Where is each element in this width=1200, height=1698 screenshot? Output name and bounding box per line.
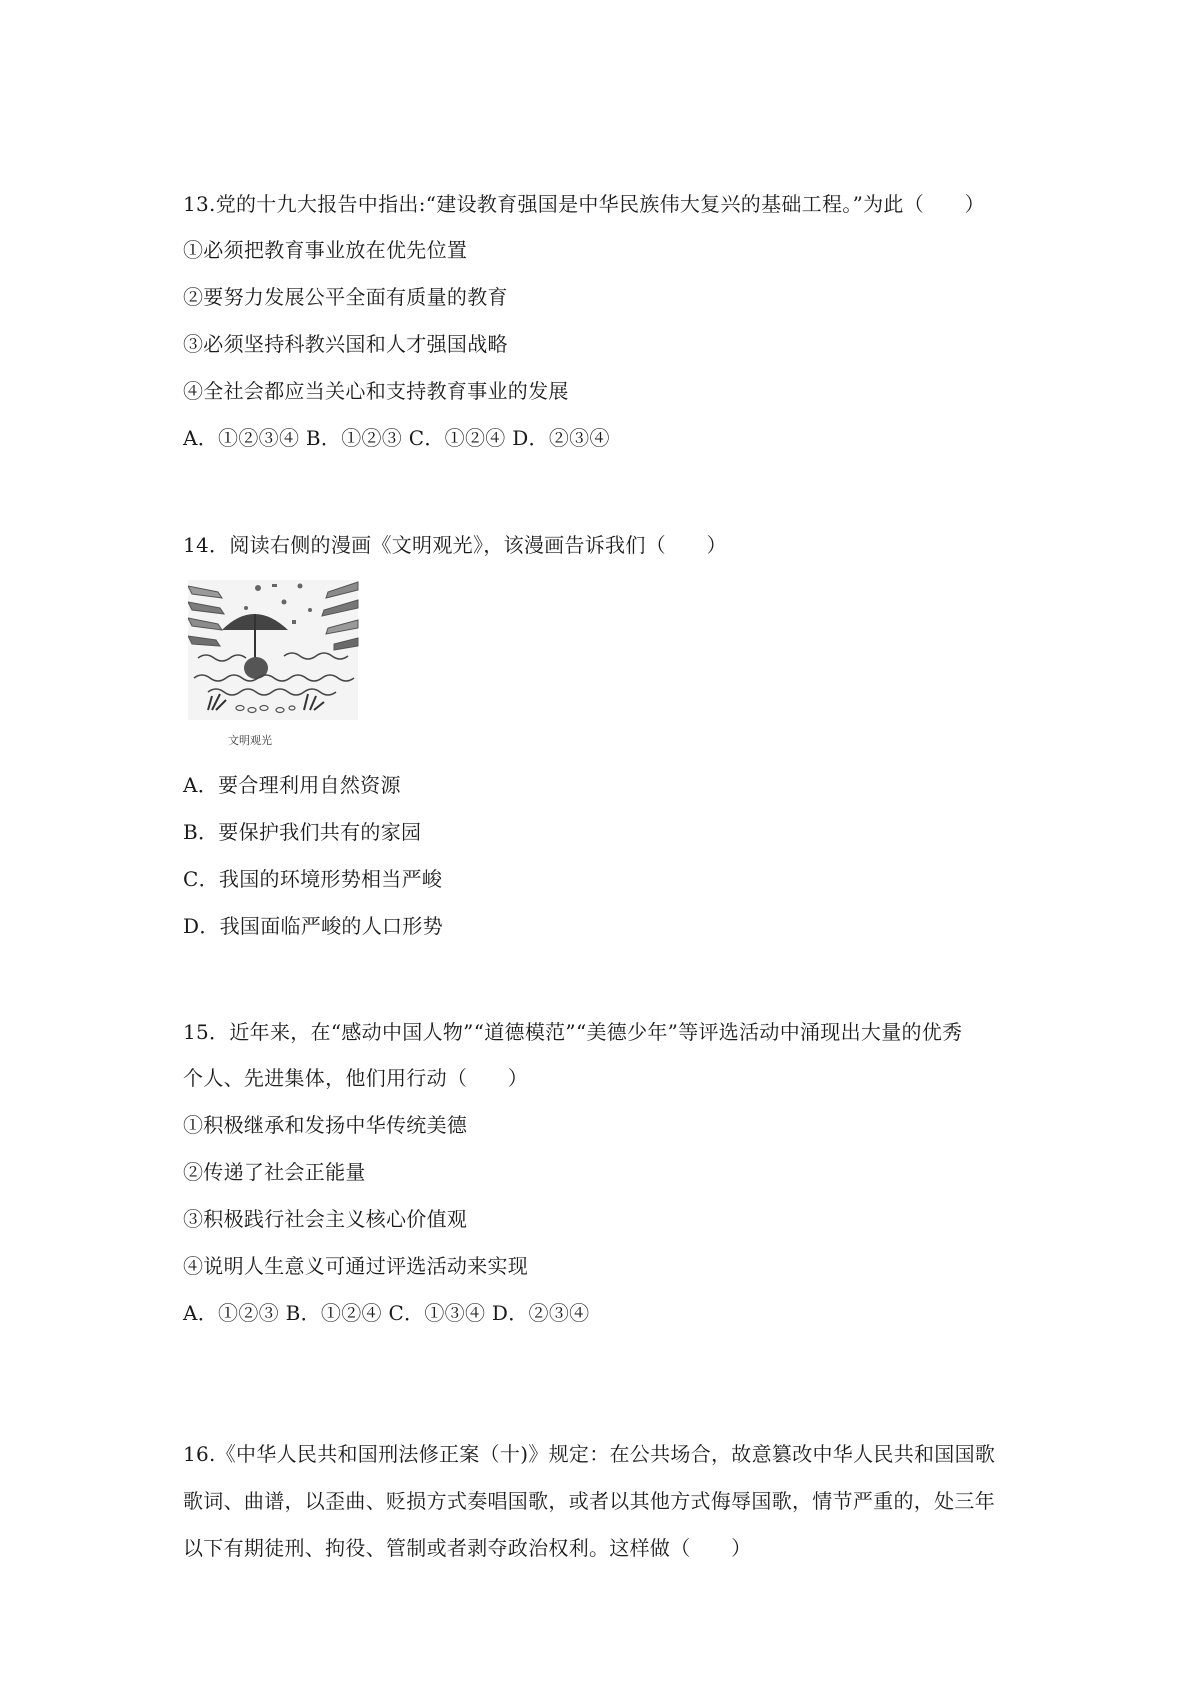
q16-stem-line3: 以下有期徒刑、拘役、管制或者剥夺政治权利。这样做（ ） (183, 1536, 752, 1560)
q14-stem: 14．阅读右侧的漫画《文明观光》，该漫画告诉我们（ ） (183, 533, 727, 557)
q14-option-a: A．要合理利用自然资源 (183, 773, 401, 797)
q15-item-2: ②传递了社会正能量 (183, 1160, 366, 1184)
q13-item-1: ①必须把教育事业放在优先位置 (183, 238, 468, 262)
q13-options: A．①②③④ B．①②③ C．①②④ D．②③④ (183, 426, 610, 450)
cartoon-background (188, 580, 358, 720)
q14-option-b: B．要保护我们共有的家园 (183, 820, 422, 844)
q15-item-3: ③积极践行社会主义核心价值观 (183, 1207, 468, 1231)
cartoon-caption: 文明观光 (228, 734, 272, 747)
q15-item-1: ①积极继承和发扬中华传统美德 (183, 1113, 468, 1137)
q15-stem-line1: 15．近年来，在“感动中国人物”“道德模范”“美德少年”等评选活动中涌现出大量的优秀 (183, 1020, 963, 1044)
q15-stem-line2: 个人、先进集体，他们用行动（ ） (183, 1066, 529, 1090)
q14-option-c: C．我国的环境形势相当严峻 (183, 867, 443, 891)
q15-options: A．①②③ B．①②④ C．①③④ D．②③④ (183, 1301, 590, 1325)
q13-item-2: ②要努力发展公平全面有质量的教育 (183, 285, 508, 309)
q15-item-4: ④说明人生意义可通过评选活动来实现 (183, 1254, 529, 1278)
q16-stem-line1: 16.《中华人民共和国刑法修正案（十)》规定：在公共场合，故意篡改中华人民共和国国歌 (183, 1442, 996, 1466)
q14-option-d: D．我国面临严峻的人口形势 (183, 914, 443, 938)
q13-item-4: ④全社会都应当关心和支持教育事业的发展 (183, 379, 569, 403)
q13-item-3: ③必须坚持科教兴国和人才强国战略 (183, 332, 508, 356)
cartoon-drawing (188, 580, 366, 752)
q16-stem-line2: 歌词、曲谱，以歪曲、贬损方式奏唱国歌，或者以其他方式侮辱国歌，情节严重的，处三年 (183, 1489, 995, 1513)
q13-stem: 13.党的十九大报告中指出:“建设教育强国是中华民族伟大复兴的基础工程。”为此（ ） (183, 192, 985, 216)
cartoon-illustration (188, 580, 366, 752)
